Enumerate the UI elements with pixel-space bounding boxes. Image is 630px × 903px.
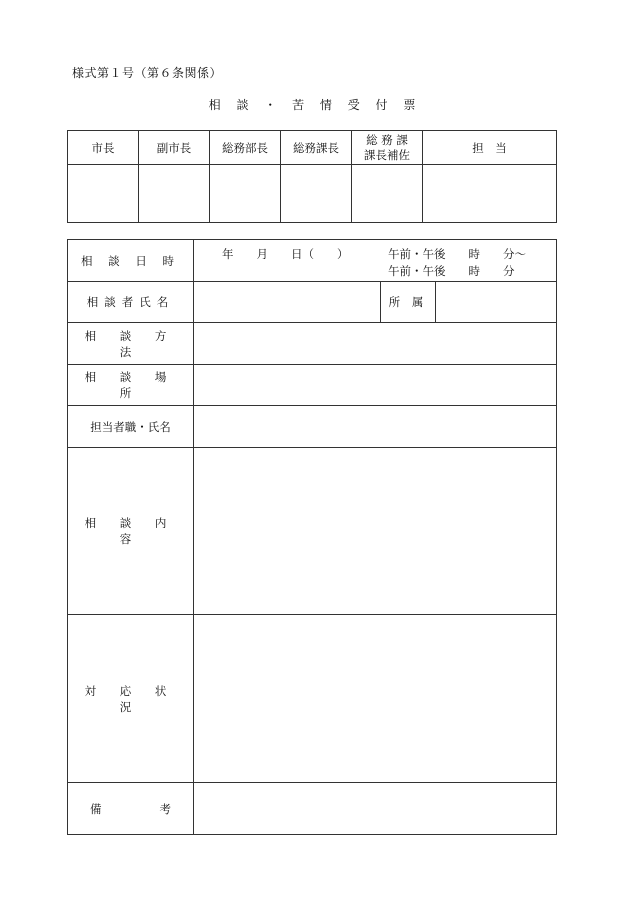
affiliation-field[interactable] — [436, 282, 557, 323]
stamp-box-assistant-chief[interactable] — [352, 165, 423, 223]
date-line: 年 月 日（ ） — [222, 247, 349, 261]
content-label: 相 談 内 容 — [68, 448, 194, 615]
header-deputy-mayor: 副市長 — [139, 131, 210, 165]
header-assistant-chief — [352, 131, 423, 165]
stamp-box-chief[interactable] — [281, 165, 352, 223]
method-field[interactable] — [194, 323, 557, 365]
datetime-label: 相 談 日 時 — [68, 240, 194, 282]
place-field[interactable] — [194, 365, 557, 406]
approval-stamp-table — [67, 130, 557, 223]
header-mayor: 市長 — [68, 131, 139, 165]
time-start-line: 午前・午後 時 分～ — [388, 247, 526, 261]
stamp-box-mayor[interactable] — [68, 165, 139, 223]
header-person-in-charge: 担 当 — [423, 131, 557, 165]
remarks-label-char-1: 備 — [90, 801, 102, 816]
stamp-box-deputy-mayor[interactable] — [139, 165, 210, 223]
affiliation-label: 所 属 — [381, 282, 436, 323]
header-general-affairs-chief: 総務課長 — [281, 131, 352, 165]
staff-field[interactable] — [194, 406, 557, 448]
time-end-line: 午前・午後 時 分 — [388, 264, 515, 278]
consulter-name-field[interactable] — [194, 282, 381, 323]
method-label: 相 談 方 法 — [68, 323, 194, 365]
header-assistant-chief-line2: 課長補佐 — [364, 147, 410, 162]
stamp-box-person-in-charge[interactable] — [423, 165, 557, 223]
consulter-name-label: 相談者氏名 — [68, 282, 194, 323]
response-label: 対 応 状 況 — [68, 615, 194, 783]
form-number: 様式第１号（第６条関係） — [72, 66, 223, 80]
document-title: 相 談 ・ 苦 情 受 付 票 — [208, 98, 422, 112]
header-assistant-chief-line1: 総 務 課 — [366, 132, 408, 147]
remarks-label-char-2: 考 — [159, 801, 171, 816]
remarks-field[interactable] — [194, 783, 557, 835]
header-general-affairs-director: 総務部長 — [210, 131, 281, 165]
consultation-details-table — [67, 239, 557, 835]
staff-label: 担当者職・氏名 — [68, 406, 194, 448]
remarks-label — [68, 783, 194, 835]
datetime-field[interactable] — [194, 240, 557, 282]
response-field[interactable] — [194, 615, 557, 783]
stamp-box-director[interactable] — [210, 165, 281, 223]
place-label: 相 談 場 所 — [68, 365, 194, 406]
content-field[interactable] — [194, 448, 557, 615]
